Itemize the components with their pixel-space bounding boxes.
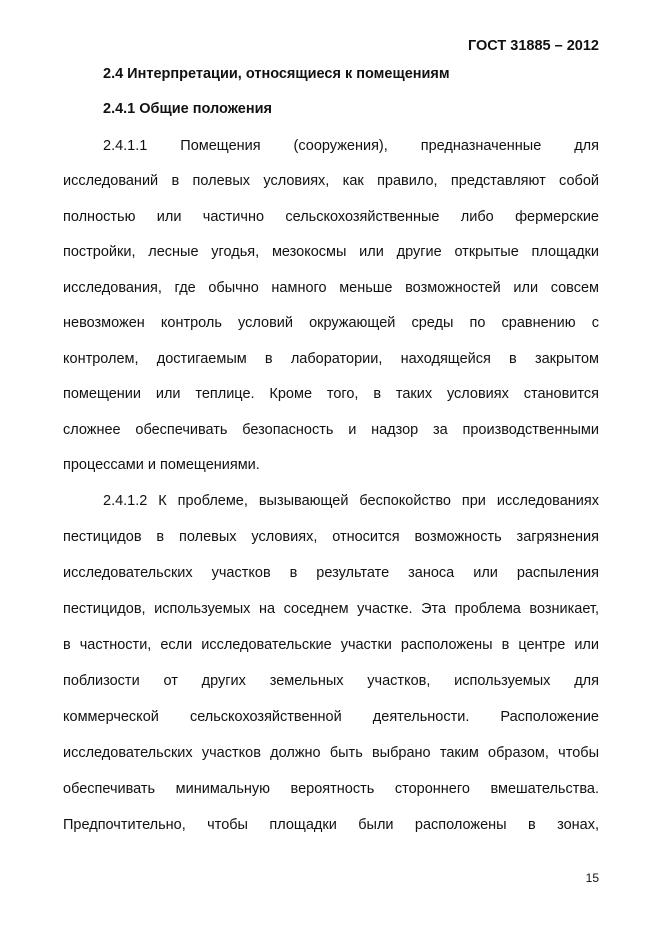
- paragraph-line: сложнее обеспечивать безопасность и надзор за производственными: [63, 422, 599, 438]
- paragraph-line: обеспечивать минимальную вероятность стороннего вмешательства.: [63, 781, 599, 797]
- paragraph-line: в частности, если исследовательские участки расположены в центре или: [63, 637, 599, 653]
- paragraph-line: пестицидов, используемых на соседнем участке. Эта проблема возникает,: [63, 601, 599, 617]
- paragraph-line: помещении или теплице. Кроме того, в таких условиях становится: [63, 386, 599, 402]
- paragraph-line: исследовательских участков в результате заноса или распыления: [63, 565, 599, 581]
- paragraph-line: полностью или частично сельскохозяйственные либо фермерские: [63, 209, 599, 225]
- paragraph-line: коммерческой сельскохозяйственной деятельности. Расположение: [63, 709, 599, 725]
- paragraph-line: невозможен контроль условий окружающей среды по сравнению с: [63, 315, 599, 331]
- paragraph-line: процессами и помещениями.: [63, 457, 260, 473]
- paragraph-line: исследовательских участков должно быть выбрано таким образом, чтобы: [63, 745, 599, 761]
- standard-header: ГОСТ 31885 – 2012: [467, 38, 599, 54]
- paragraph-line: исследований в полевых условиях, как правило, представляют собой: [63, 173, 599, 189]
- paragraph-line: постройки, лесные угодья, мезокосмы или другие открытые площадки: [63, 244, 599, 260]
- page-number: 15: [585, 871, 599, 885]
- paragraph-line: контролем, достигаемым в лаборатории, находящейся в закрытом: [63, 351, 599, 367]
- paragraph-line: поблизости от других земельных участков, используемых для: [63, 673, 599, 689]
- paragraph-line: 2.4.1.2 К проблеме, вызывающей беспокойство при исследованиях: [103, 493, 599, 509]
- paragraph-line: Предпочтительно, чтобы площадки были расположены в зонах,: [63, 817, 599, 833]
- paragraph-line: 2.4.1.1 Помещения (сооружения), предназначенные для: [103, 138, 599, 154]
- paragraph-line: исследования, где обычно намного меньше возможностей или совсем: [63, 280, 599, 296]
- subsection-heading: 2.4.1 Общие положения: [103, 101, 272, 117]
- paragraph-line: пестицидов в полевых условиях, относится возможность загрязнения: [63, 529, 599, 545]
- section-heading: 2.4 Интерпретации, относящиеся к помещениям: [103, 66, 450, 82]
